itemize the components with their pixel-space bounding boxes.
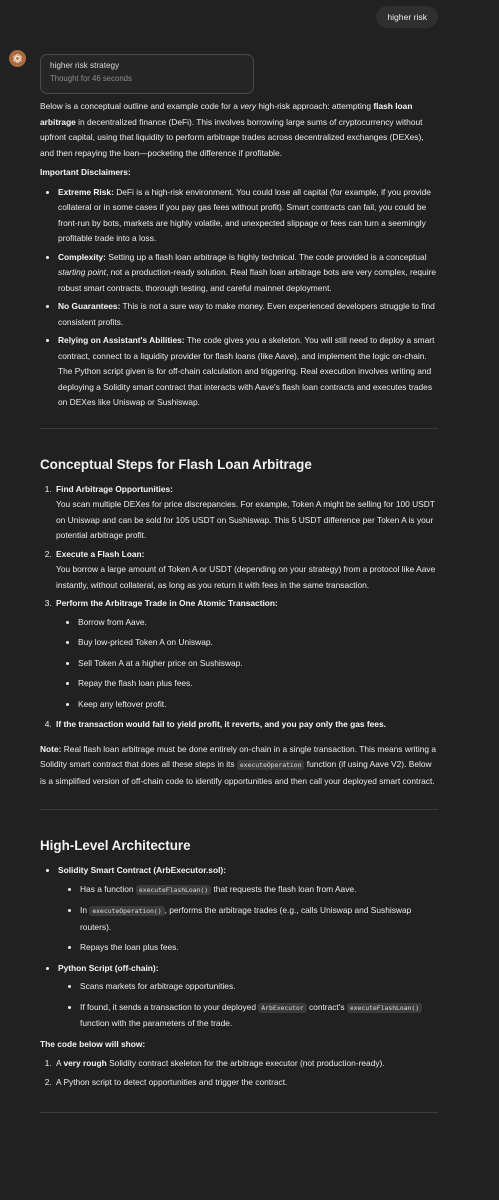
intro-paragraph: Below is a conceptual outline and example code for a very high-risk approach: attempting flash loan arbitrage in decentralized finance (DeFi). This involves borrowing large sums of cryptocurrency without upfront capital, using that liquidity to perform arbitrage trades across decentralized exchanges (DEXes), and then repaying the loan—pocketing the difference if profitable. bbox=[40, 101, 424, 158]
sub-steps-list bbox=[56, 615, 438, 713]
thought-summary-card[interactable] bbox=[40, 54, 254, 94]
list-item: • Keep any leftover profit. bbox=[78, 697, 438, 713]
list-item: 4. If the transaction would fail to yield profit, it reverts, and you pay only the gas fees. bbox=[54, 717, 438, 733]
disclaimers-heading: Important Disclaimers: bbox=[40, 167, 131, 177]
list-item: • Buy low-priced Token A on Uniswap. bbox=[78, 635, 438, 651]
assistant-response bbox=[40, 99, 438, 1113]
contract-details-list bbox=[58, 882, 438, 956]
architecture-list bbox=[40, 863, 438, 1032]
list-item: • Relying on Assistant's Abilities: The code gives you a skeleton. You will still need to deploy a smart contract, connect to a liquidity provider for flash loans (like Aave), and implement the logic on-chain. The Python script given is for off-chain calculation and triggering. Real execution involves writing and deploying a Solidity smart contract that interacts with Aave's flash loan contracts and executes trades on DEXes like Uniswap or Sushiswap. bbox=[58, 333, 438, 411]
list-item: • No Guarantees: This is not a sure way to make money. Even experienced developers struggle to find consistent profits. bbox=[58, 299, 438, 330]
list-item: 1. A very rough Solidity contract skeleton for the arbitrage executor (not production-ready). bbox=[54, 1056, 438, 1072]
list-item: • Repays the loan plus fees. bbox=[80, 940, 438, 956]
list-item: • Has a function executeFlashLoan() that requests the flash loan from Aave. bbox=[80, 882, 438, 899]
divider bbox=[40, 809, 438, 810]
section-heading-architecture: High-Level Architecture bbox=[40, 838, 191, 853]
divider bbox=[40, 1112, 438, 1113]
list-item: • In executeOperation() , performs the arbitrage trades (e.g., calls Uniswap and Sushiswap routers). bbox=[80, 903, 438, 935]
inline-code: executeOperation() bbox=[89, 906, 164, 916]
list-item: • Complexity: Setting up a flash loan arbitrage is highly technical. The code provided is a conceptual starting point, not a production-ready solution. Real flash loan arbitrage bots are very complex, require robust smart contracts, thorough testing, and careful mainnet deployment. bbox=[58, 250, 438, 297]
list-item: • Repay the flash loan plus fees. bbox=[78, 676, 438, 692]
list-item: • Scans markets for arbitrage opportunities. bbox=[80, 979, 438, 995]
section-heading-conceptual-steps: Conceptual Steps for Flash Loan Arbitrage bbox=[40, 456, 312, 472]
list-item: 2. A Python script to detect opportunities and trigger the contract. bbox=[54, 1075, 438, 1091]
user-message-bubble: higher risk bbox=[376, 6, 438, 28]
list-item: 1. Find Arbitrage Opportunities: You scan multiple DEXes for price discrepancies. For example, Token A might be selling for 100 USDT on Uniswap and can be sold for 105 USDT on Sushiswap. This 5 USDT difference per Token A is your potential arbitrage profit. bbox=[54, 482, 438, 544]
openai-logo-icon bbox=[12, 53, 23, 64]
inline-code: executeFlashLoan() bbox=[347, 1003, 422, 1013]
inline-code: ArbExecutor bbox=[258, 1003, 306, 1013]
code-intro-heading: The code below will show: bbox=[40, 1038, 146, 1049]
assistant-avatar bbox=[9, 50, 26, 67]
inline-code: executeOperation bbox=[237, 760, 305, 770]
list-item: • Borrow from Aave. bbox=[78, 615, 438, 631]
inline-code: executeFlashLoan() bbox=[136, 885, 211, 895]
list-item: • If found, it sends a transaction to your deployed ArbExecutor contract's executeFlashLoan() function with the parameters of the trade. bbox=[80, 1000, 438, 1032]
script-details-list bbox=[58, 979, 438, 1032]
list-item: • Solidity Smart Contract (ArbExecutor.sol): • Has a function executeFlashLoan() that requests the flash loan from Aave. • In executeOperation() , performs the arbitrage trades (e.g., calls Uniswap and Sushiswap routers). • Repays the loan plus fees. bbox=[58, 863, 438, 956]
list-item: • Python Script (off-chain): • Scans markets for arbitrage opportunities. • If found, it sends a transaction to your deployed ArbExecutor contract's executeFlashLoan() function with the parameters of the trade. bbox=[58, 961, 438, 1032]
disclaimers-list bbox=[40, 185, 438, 411]
list-item: • Sell Token A at a higher price on Sushiswap. bbox=[78, 656, 438, 672]
note-paragraph: Note: Real flash loan arbitrage must be done entirely on-chain in a single transaction. This means writing a Solidity smart contract that does all these steps in its executeOperation function (if using Aave V2). Below is a simplified version of off-chain code to identify opportunities and then call your deployed smart contract. bbox=[40, 743, 437, 786]
steps-list bbox=[40, 482, 438, 733]
thought-duration: Thought for 46 seconds bbox=[50, 74, 132, 83]
list-item: 2. Execute a Flash Loan: You borrow a large amount of Token A or USDT (depending on your strategy) from a protocol like Aave instantly, without collateral, as long as you return it with fees in the same transaction. bbox=[54, 547, 438, 594]
divider bbox=[40, 428, 438, 429]
list-item: • Extreme Risk: DeFi is a high-risk environment. You could lose all capital (for example, if you provide collateral or in some cases if you pay gas fees without profit). Smart contracts can fail, you could be front-run by bots, markets are highly volatile, and unexpected slippage or fees can turn a seemingly profitable trade into a loss. bbox=[58, 185, 438, 247]
list-item: 3. Perform the Arbitrage Trade in One Atomic Transaction: • Borrow from Aave. • Buy low-priced Token A on Uniswap. • Sell Token A at a higher price on Sushiswap. • Repay the flash loan plus fees. • Keep any leftover profit. bbox=[54, 596, 438, 712]
thought-title: higher risk strategy bbox=[50, 61, 120, 70]
code-preview-list bbox=[40, 1056, 438, 1090]
